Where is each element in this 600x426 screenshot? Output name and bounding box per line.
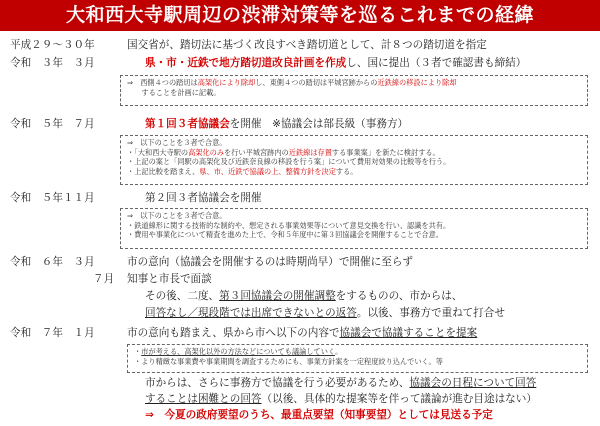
entry-text: 市の意向（協議会を開催するのは時期尚早）で開催に至らず: [127, 256, 414, 268]
note-line: ・「大和西大寺駅の高架化のみを行い平城宮跡内の近鉄線は存置する事業案」を新たに検討する。: [127, 147, 440, 157]
entry-text-line: することは困難との回答（以後、具体的な提案等を伴って議論が進む目途はない）: [145, 393, 537, 405]
note-line: ・鉄道線形に関する技術的な制約や、想定される事業効果等について意見交換を行い、認識を共有。: [127, 220, 451, 230]
entry-text-rest: を開催 ※協議会は部長級（事務方）: [229, 118, 409, 130]
entry-text-highlight: 県・市・近鉄で地方踏切道改良計画を作成: [145, 57, 347, 69]
entry-date: 令和 ６年 ３月: [10, 256, 95, 268]
entry-text: 市の意向も踏まえ、県から市へ以下の内容で協議会で協議することを提案: [127, 327, 478, 339]
note-line: ・上記の案と「同駅の高架化及び近鉄奈良線の移設を行う案」について費用対効果の比較等を行う。: [127, 157, 451, 167]
note-line: ・上記比較を踏まえ、県、市、近鉄で協議の上、整備方針を決定する。: [127, 166, 358, 176]
conclusion-text: ⇒ 今夏の政府要望のうち、最重点要望（知事要望）としては見送る予定: [145, 409, 493, 421]
note-box: [127, 344, 588, 373]
note-box: [120, 135, 588, 185]
note-line: ⇒ 以下のことを３者で合意。: [127, 138, 227, 147]
entry-text: 知事と市長で面談: [127, 273, 212, 285]
entry-text: [145, 56, 526, 70]
note-line: ⇒ 以下のことを３者で合意。: [127, 211, 227, 220]
entry-date: 令和 ７年 １月: [10, 327, 95, 339]
entry-text-rest: し、国に提出（３者で確認書も締結）: [346, 57, 527, 69]
entry-text-line: 市からは、さらに事務方で協議を行う必要があるため、協議会の日程について回答: [145, 377, 537, 389]
entry-text: 国交省が、踏切法に基づく改良すべき踏切道として、計８つの踏切道を指定: [127, 39, 487, 51]
entry-date: 令和 ５年１１月: [10, 192, 95, 204]
note-line: ⇒ 西側４つの踏切は高架化により除却し、東側４つの踏切は平城宮跡からの近鉄線の移設により除却: [127, 78, 457, 87]
entry-text-line: 回答なし／現段階では出席できないとの返答。以後、事務方で重ねて打合せ: [145, 307, 505, 319]
entry-text-highlight: 第１回３者協議会: [145, 118, 230, 130]
entry-text: 第２回３者協議会を開催: [145, 192, 262, 204]
entry-date: ７月: [93, 273, 115, 285]
entry-date: 令和 ３年 ３月: [10, 57, 95, 69]
entry-date: 令和 ５年 ７月: [10, 118, 95, 130]
note-box: [120, 208, 588, 249]
note-box: [120, 75, 588, 106]
note-line: ・費用や事業化について精査を進めた上で、令和５年度中に第３回協議会を開催することで合意。: [127, 230, 443, 240]
note-line: することを計画に記載。: [127, 87, 221, 97]
page-title: 大和西大寺駅周辺の渋滞対策等を巡るこれまでの経緯: [0, 0, 600, 31]
entry-date: 平成２９～３０年: [10, 39, 95, 51]
entry-text-line: その後、二度、第３回協議会の開催調整をするものの、市からは、: [145, 290, 463, 302]
entry-text: [145, 117, 408, 131]
note-line: ・市が考える、高架化以外の方法などについても議論していく。: [134, 347, 343, 356]
note-line: ・より精緻な事業費や事業期間を調査するためにも、事業方針案を一定程度絞り込んでいく。等: [134, 356, 443, 366]
